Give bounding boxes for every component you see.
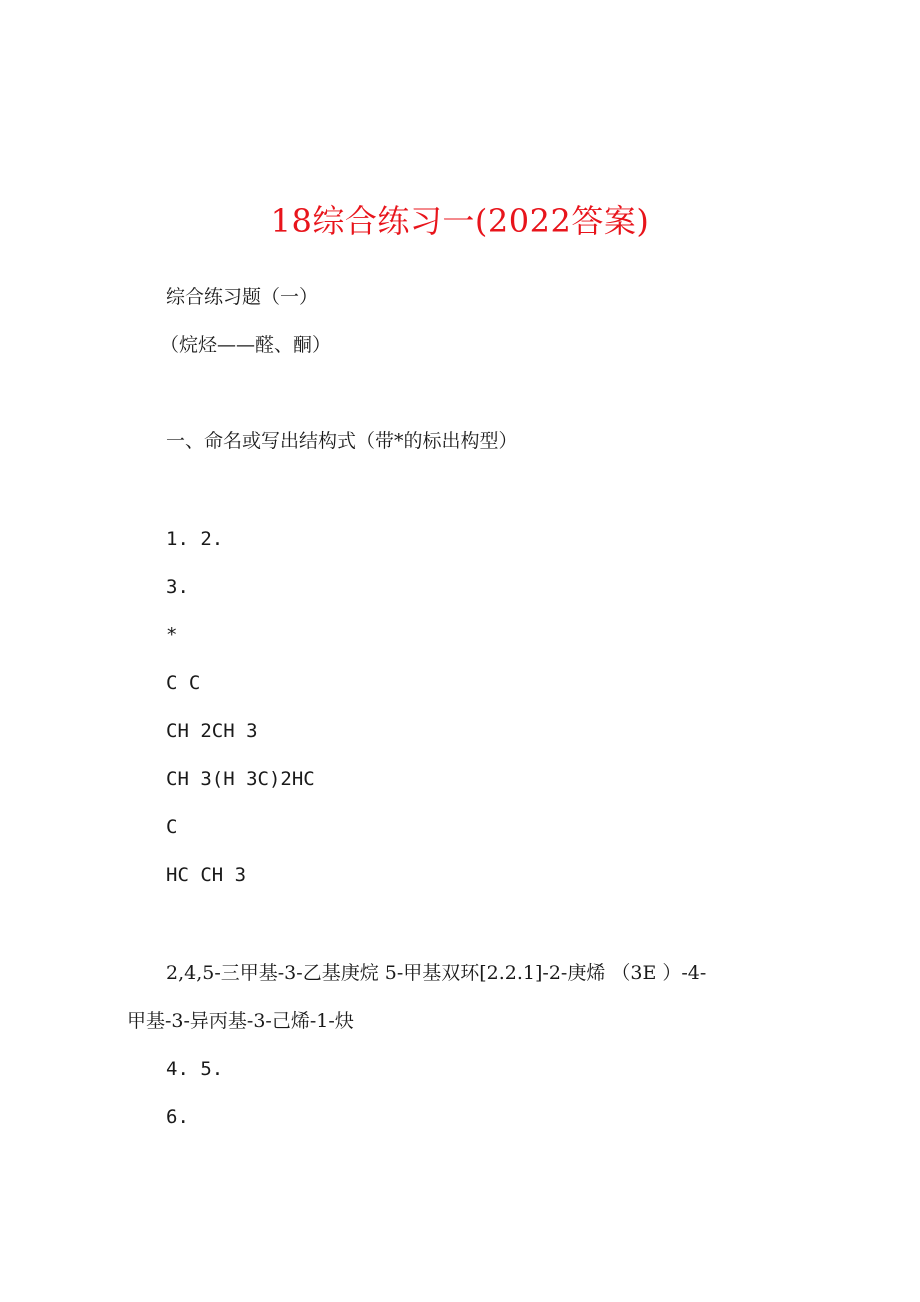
structure-line: C — [166, 816, 178, 838]
chiral-marker: * — [166, 624, 178, 646]
document-title: 18综合练习一(2022答案) — [270, 202, 650, 240]
structure-line: CH 3(H 3C)2HC — [166, 768, 315, 790]
structure-line: CH 2CH 3 — [166, 720, 258, 742]
answer-line: 2,4,5-三甲基-3-乙基庚烷 5-甲基双环[2.2.1]-2-庚烯 （3E ）-4- — [166, 962, 707, 984]
item-3: 3. — [166, 576, 189, 598]
section-heading: 一、命名或写出结构式（带*的标出构型） — [166, 430, 518, 452]
exercise-subheading: （烷烃——醛、酮） — [160, 334, 332, 356]
exercise-heading: 综合练习题（一） — [166, 286, 319, 308]
item-4-5: 4. 5. — [166, 1058, 224, 1080]
item-1-2: 1. 2. — [166, 528, 224, 550]
structure-line: HC CH 3 — [166, 864, 247, 886]
structure-line: C C — [166, 672, 201, 694]
answer-line-continued: 甲基-3-异丙基-3-己烯-1-炔 — [127, 1010, 354, 1032]
item-6: 6. — [166, 1106, 189, 1128]
